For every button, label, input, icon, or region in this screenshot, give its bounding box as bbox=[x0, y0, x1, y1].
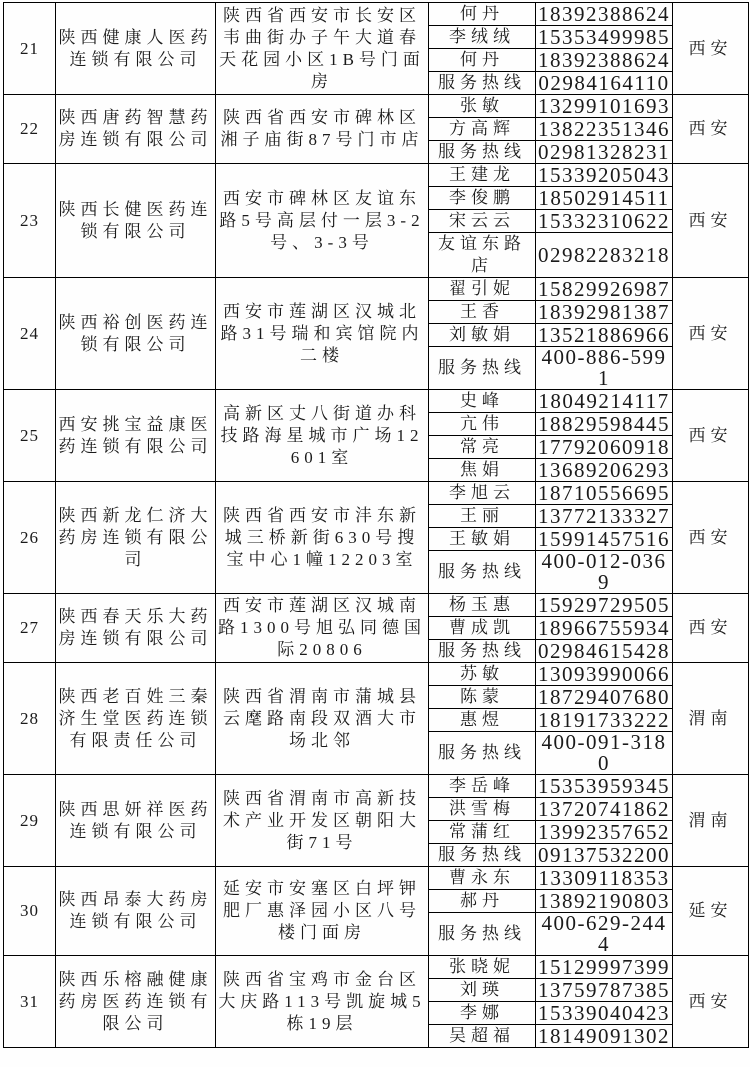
contact-name: 服务热线 bbox=[429, 551, 536, 594]
contact-phone: 13720741862 bbox=[536, 798, 673, 821]
table-row bbox=[4, 663, 749, 686]
contact-name: 王香 bbox=[429, 301, 536, 324]
contact-phone: 13689206293 bbox=[536, 459, 673, 482]
table-row bbox=[4, 390, 749, 413]
contact-phone: 18966755934 bbox=[536, 617, 673, 640]
city: 西安 bbox=[673, 482, 749, 594]
table-row bbox=[4, 775, 749, 798]
contact-phone: 18191733222 bbox=[536, 709, 673, 732]
table-body bbox=[4, 3, 749, 1048]
contact-phone: 13892190803 bbox=[536, 890, 673, 913]
row-number: 31 bbox=[4, 956, 56, 1048]
row-number: 26 bbox=[4, 482, 56, 594]
city: 西安 bbox=[673, 278, 749, 390]
contact-phone: 18049214117 bbox=[536, 390, 673, 413]
company-address: 陕西省渭南市高新技术产业开发区朝阳大街71号 bbox=[216, 775, 429, 867]
company-name: 陕西春天乐大药房连锁有限公司 bbox=[56, 594, 216, 663]
company-name: 陕西长健医药连锁有限公司 bbox=[56, 164, 216, 278]
row-number: 29 bbox=[4, 775, 56, 867]
city: 西安 bbox=[673, 956, 749, 1048]
city: 西安 bbox=[673, 95, 749, 164]
contact-phone: 17792060918 bbox=[536, 436, 673, 459]
row-number: 24 bbox=[4, 278, 56, 390]
contact-name: 服务热线 bbox=[429, 141, 536, 164]
contact-name: 服务热线 bbox=[429, 844, 536, 867]
city: 渭南 bbox=[673, 775, 749, 867]
contact-phone: 13093990066 bbox=[536, 663, 673, 686]
table-row bbox=[4, 594, 749, 617]
contact-phone: 15339040423 bbox=[536, 1002, 673, 1025]
contact-name: 王丽 bbox=[429, 505, 536, 528]
table-row bbox=[4, 3, 749, 26]
contact-name: 常蒲红 bbox=[429, 821, 536, 844]
contact-name: 服务热线 bbox=[429, 640, 536, 663]
company-address: 陕西省渭南市蒲城县云麾路南段双酒大市场北邻 bbox=[216, 663, 429, 775]
contact-name: 洪雪梅 bbox=[429, 798, 536, 821]
table-row bbox=[4, 956, 749, 979]
contact-phone: 15929729505 bbox=[536, 594, 673, 617]
contact-phone: 400-886-5991 bbox=[536, 347, 673, 390]
contact-name: 惠煜 bbox=[429, 709, 536, 732]
company-name: 陕西老百姓三秦济生堂医药连锁有限责任公司 bbox=[56, 663, 216, 775]
contact-phone: 02981328231 bbox=[536, 141, 673, 164]
row-number: 30 bbox=[4, 867, 56, 956]
contact-name: 苏敏 bbox=[429, 663, 536, 686]
contact-phone: 02984615428 bbox=[536, 640, 673, 663]
company-name: 陕西乐榕融健康药房医药连锁有限公司 bbox=[56, 956, 216, 1048]
city: 西安 bbox=[673, 390, 749, 482]
city: 西安 bbox=[673, 594, 749, 663]
contact-name: 吴超福 bbox=[429, 1025, 536, 1048]
contact-phone: 13299101693 bbox=[536, 95, 673, 118]
contact-phone: 13521886966 bbox=[536, 324, 673, 347]
city: 渭南 bbox=[673, 663, 749, 775]
contact-phone: 18502914511 bbox=[536, 187, 673, 210]
contact-name: 何丹 bbox=[429, 3, 536, 26]
company-name: 陕西唐药智慧药房连锁有限公司 bbox=[56, 95, 216, 164]
contact-phone: 18392388624 bbox=[536, 49, 673, 72]
contact-phone: 400-091-3180 bbox=[536, 732, 673, 775]
contact-phone: 13992357652 bbox=[536, 821, 673, 844]
contact-name: 曹永东 bbox=[429, 867, 536, 890]
contact-phone: 18829598445 bbox=[536, 413, 673, 436]
contact-phone: 400-012-0369 bbox=[536, 551, 673, 594]
table-row bbox=[4, 278, 749, 301]
contact-name: 李娜 bbox=[429, 1002, 536, 1025]
company-name: 陕西裕创医药连锁有限公司 bbox=[56, 278, 216, 390]
contact-name: 李旭云 bbox=[429, 482, 536, 505]
contact-phone: 13309118353 bbox=[536, 867, 673, 890]
contact-phone: 15353959345 bbox=[536, 775, 673, 798]
company-address: 西安市碑林区友谊东路5号高层付一层3-2号、3-3号 bbox=[216, 164, 429, 278]
contact-phone: 18392388624 bbox=[536, 3, 673, 26]
contact-phone: 15339205043 bbox=[536, 164, 673, 187]
contact-phone: 02984164110 bbox=[536, 72, 673, 95]
contact-phone: 15332310622 bbox=[536, 210, 673, 233]
contact-name: 何丹 bbox=[429, 49, 536, 72]
contact-phone: 13759787385 bbox=[536, 979, 673, 1002]
contact-name: 王建龙 bbox=[429, 164, 536, 187]
contact-name: 服务热线 bbox=[429, 72, 536, 95]
contact-phone: 18149091302 bbox=[536, 1025, 673, 1048]
contact-name: 亢伟 bbox=[429, 413, 536, 436]
table-row bbox=[4, 95, 749, 118]
company-name: 陕西新龙仁济大药房连锁有限公司 bbox=[56, 482, 216, 594]
contact-name: 曹成凯 bbox=[429, 617, 536, 640]
contact-phone: 400-629-2444 bbox=[536, 913, 673, 956]
contact-phone: 18392981387 bbox=[536, 301, 673, 324]
row-number: 21 bbox=[4, 3, 56, 95]
contact-name: 焦娟 bbox=[429, 459, 536, 482]
company-address: 陕西省西安市长安区韦曲街办子午大道春天花园小区1B号门面房 bbox=[216, 3, 429, 95]
pharmacy-companies-table bbox=[3, 2, 749, 1048]
contact-phone: 13772133327 bbox=[536, 505, 673, 528]
contact-phone: 15829926987 bbox=[536, 278, 673, 301]
company-name: 陕西思妍祥医药连锁有限公司 bbox=[56, 775, 216, 867]
contact-name: 张敏 bbox=[429, 95, 536, 118]
contact-name: 翟引妮 bbox=[429, 278, 536, 301]
contact-name: 服务热线 bbox=[429, 913, 536, 956]
contact-name: 刘瑛 bbox=[429, 979, 536, 1002]
company-name: 西安挑宝益康医药连锁有限公司 bbox=[56, 390, 216, 482]
table-row bbox=[4, 164, 749, 187]
company-name: 陕西健康人医药连锁有限公司 bbox=[56, 3, 216, 95]
contact-name: 杨玉惠 bbox=[429, 594, 536, 617]
contact-name: 李俊鹏 bbox=[429, 187, 536, 210]
contact-phone: 15991457516 bbox=[536, 528, 673, 551]
contact-phone: 15353499985 bbox=[536, 26, 673, 49]
company-address: 西安市莲湖区汉城南路1300号旭弘同德国际20806 bbox=[216, 594, 429, 663]
company-address: 陕西省西安市沣东新城三桥新街630号搜宝中心1幢12203室 bbox=[216, 482, 429, 594]
contact-name: 服务热线 bbox=[429, 732, 536, 775]
row-number: 23 bbox=[4, 164, 56, 278]
company-address: 高新区丈八街道办科技路海星城市广场12601室 bbox=[216, 390, 429, 482]
contact-phone: 02982283218 bbox=[536, 233, 673, 278]
row-number: 25 bbox=[4, 390, 56, 482]
contact-phone: 18729407680 bbox=[536, 686, 673, 709]
city: 延安 bbox=[673, 867, 749, 956]
contact-name: 服务热线 bbox=[429, 347, 536, 390]
company-address: 西安市莲湖区汉城北路31号瑞和宾馆院内二楼 bbox=[216, 278, 429, 390]
contact-name: 友谊东路店 bbox=[429, 233, 536, 278]
contact-name: 宋云云 bbox=[429, 210, 536, 233]
contact-name: 方高辉 bbox=[429, 118, 536, 141]
table-row bbox=[4, 482, 749, 505]
row-number: 27 bbox=[4, 594, 56, 663]
contact-name: 李岳峰 bbox=[429, 775, 536, 798]
contact-phone: 09137532200 bbox=[536, 844, 673, 867]
contact-name: 王敏娟 bbox=[429, 528, 536, 551]
contact-phone: 18710556695 bbox=[536, 482, 673, 505]
contact-name: 张晓妮 bbox=[429, 956, 536, 979]
contact-name: 常亮 bbox=[429, 436, 536, 459]
contact-name: 李绒绒 bbox=[429, 26, 536, 49]
company-address: 陕西省宝鸡市金台区大庆路113号凯旋城5栋19层 bbox=[216, 956, 429, 1048]
company-name: 陕西昂泰大药房连锁有限公司 bbox=[56, 867, 216, 956]
contact-name: 刘敏娟 bbox=[429, 324, 536, 347]
contact-name: 郝丹 bbox=[429, 890, 536, 913]
contact-name: 陈蒙 bbox=[429, 686, 536, 709]
row-number: 22 bbox=[4, 95, 56, 164]
company-address: 延安市安塞区白坪钾肥厂惠泽园小区八号楼门面房 bbox=[216, 867, 429, 956]
city: 西安 bbox=[673, 164, 749, 278]
contact-name: 史峰 bbox=[429, 390, 536, 413]
company-address: 陕西省西安市碑林区湘子庙街87号门市店 bbox=[216, 95, 429, 164]
contact-phone: 13822351346 bbox=[536, 118, 673, 141]
contact-phone: 15129997399 bbox=[536, 956, 673, 979]
table-row bbox=[4, 867, 749, 890]
city: 西安 bbox=[673, 3, 749, 95]
row-number: 28 bbox=[4, 663, 56, 775]
